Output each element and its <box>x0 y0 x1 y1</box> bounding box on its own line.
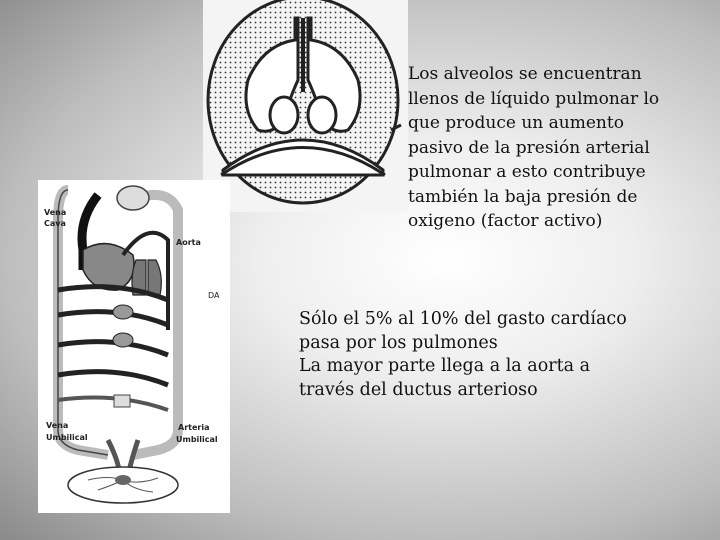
fetal-lungs-figure <box>203 0 408 212</box>
cardiac-output-text-block <box>299 308 679 402</box>
text-line: pasivo de la presión arterial <box>408 137 650 158</box>
text-line: que produce un aumento <box>408 113 624 133</box>
label-arteria-umbilical-1: Arteria <box>178 423 210 432</box>
label-vena-umbilical-2: Umbilical <box>46 433 88 442</box>
label-vena-umbilical-1: Vena <box>46 421 69 430</box>
fetal-lungs-drawing <box>203 0 408 212</box>
text-line: Los alveolos se encuentran <box>408 64 642 84</box>
fetal-circulation-drawing <box>38 180 230 513</box>
text-line: pulmonar a esto contribuye <box>408 162 646 182</box>
label-aorta: Aorta <box>176 238 201 247</box>
fetal-circulation-figure <box>38 180 230 513</box>
text-line: través del ductus arterioso <box>299 379 538 400</box>
label-vena-cava-2: Cava <box>44 219 66 228</box>
left-bronchus <box>270 97 298 133</box>
label-arteria-umbilical-2: Umbilical <box>176 435 218 444</box>
alveoli-text-block <box>408 62 708 234</box>
text-line: Sólo el 5% al 10% del gasto cardíaco <box>299 309 627 329</box>
text-line: pasa por los pulmones <box>299 332 498 353</box>
text-line: llenos de líquido pulmonar lo <box>408 88 660 109</box>
text-line: La mayor parte llega a la aorta a <box>299 356 591 376</box>
text-line: también la baja presión de <box>408 186 638 207</box>
right-bronchus <box>308 97 336 133</box>
text-line: oxigeno (factor activo) <box>408 211 603 231</box>
label-da: DA <box>208 291 220 300</box>
label-vena-cava-1: Vena <box>44 208 67 217</box>
